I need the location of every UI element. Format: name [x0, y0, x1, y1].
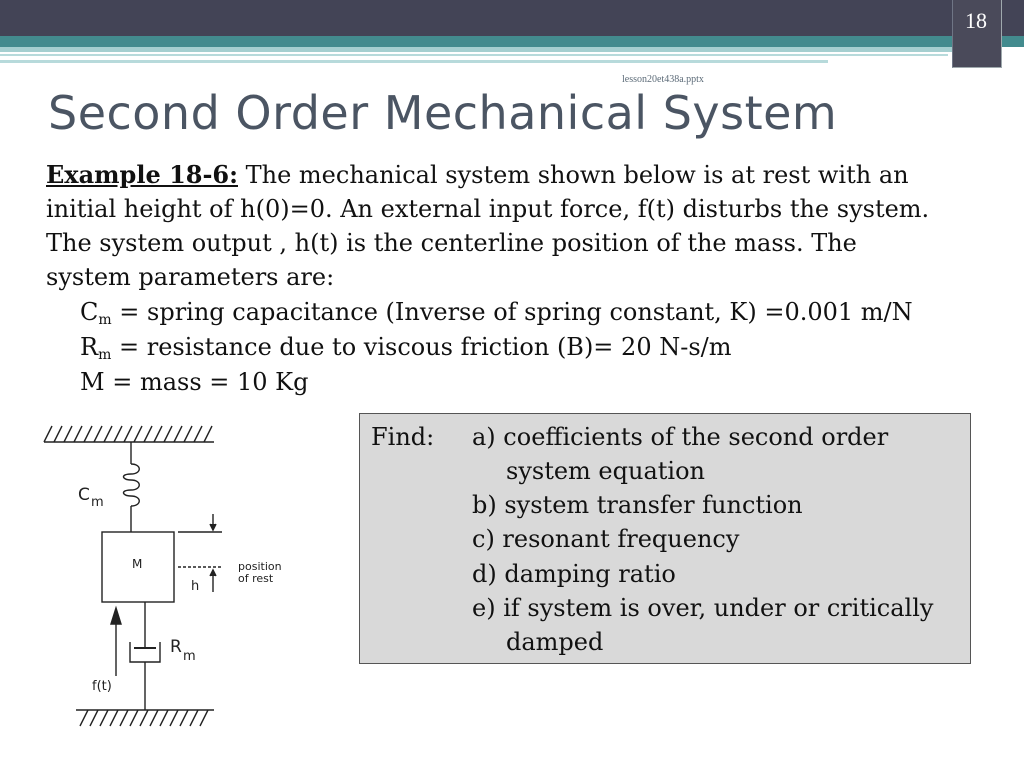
h-label: h	[191, 579, 200, 594]
find-item-a: a) coefficients of the second order	[472, 423, 889, 451]
example-label: Example 18-6:	[46, 160, 238, 189]
header-rule-2	[0, 60, 828, 63]
damper-label: R	[170, 637, 182, 657]
spring-subscript: m	[91, 495, 104, 510]
force-label: f(t)	[92, 679, 112, 694]
slide-number: 18	[965, 8, 987, 33]
damper-subscript: m	[183, 649, 196, 664]
position-label-line2: of rest	[238, 572, 274, 585]
find-item-b: b) system transfer function	[472, 491, 803, 519]
slide-title: Second Order Mechanical System	[48, 86, 838, 140]
force-arrow	[111, 608, 121, 676]
find-item-a-cont: system equation	[506, 457, 705, 485]
example-line-3: The system output , h(t) is the centerline position of the mass. The	[46, 229, 857, 257]
spring	[123, 442, 139, 532]
top-wall-hatch	[44, 426, 212, 442]
example-line-2: initial height of h(0)=0. An external input force, f(t) disturbs the system.	[46, 195, 930, 223]
header-rule	[0, 54, 948, 56]
header-teal-band	[0, 36, 1024, 47]
example-text-1: The mechanical system shown below is at rest with an	[238, 161, 909, 189]
param-mass: M = mass = 10 Kg	[80, 368, 309, 396]
mechanical-system-diagram	[30, 420, 320, 740]
find-item-c: c) resonant frequency	[472, 525, 740, 553]
position-indicator	[178, 514, 222, 592]
damper	[130, 602, 160, 710]
header-light-band	[0, 47, 1000, 52]
mass-label: M	[132, 557, 143, 571]
position-label-line1: position	[238, 560, 282, 573]
find-label: Find:	[371, 423, 435, 451]
spring-label: C	[78, 485, 90, 505]
find-item-e: e) if system is over, under or critically	[472, 594, 934, 622]
param-spring-text: = spring capacitance (Inverse of spring constant, K) =0.001 m/N	[111, 298, 913, 326]
file-name: lesson20et438a.pptx	[622, 74, 704, 85]
param-resistance-text: = resistance due to viscous friction (B)= 20 N-s/m	[111, 333, 732, 361]
ground-hatch	[80, 710, 208, 726]
example-line-4: system parameters are:	[46, 263, 335, 291]
header-dark-band	[0, 0, 1024, 36]
param-spring-subscript: m	[98, 312, 112, 328]
example-line-1	[46, 158, 909, 192]
param-spring-symbol: C	[80, 298, 99, 326]
param-resistance-subscript: m	[98, 347, 112, 363]
find-item-e-cont: damped	[506, 628, 604, 656]
param-resistance-symbol: R	[80, 333, 99, 361]
find-item-d: d) damping ratio	[472, 560, 676, 588]
